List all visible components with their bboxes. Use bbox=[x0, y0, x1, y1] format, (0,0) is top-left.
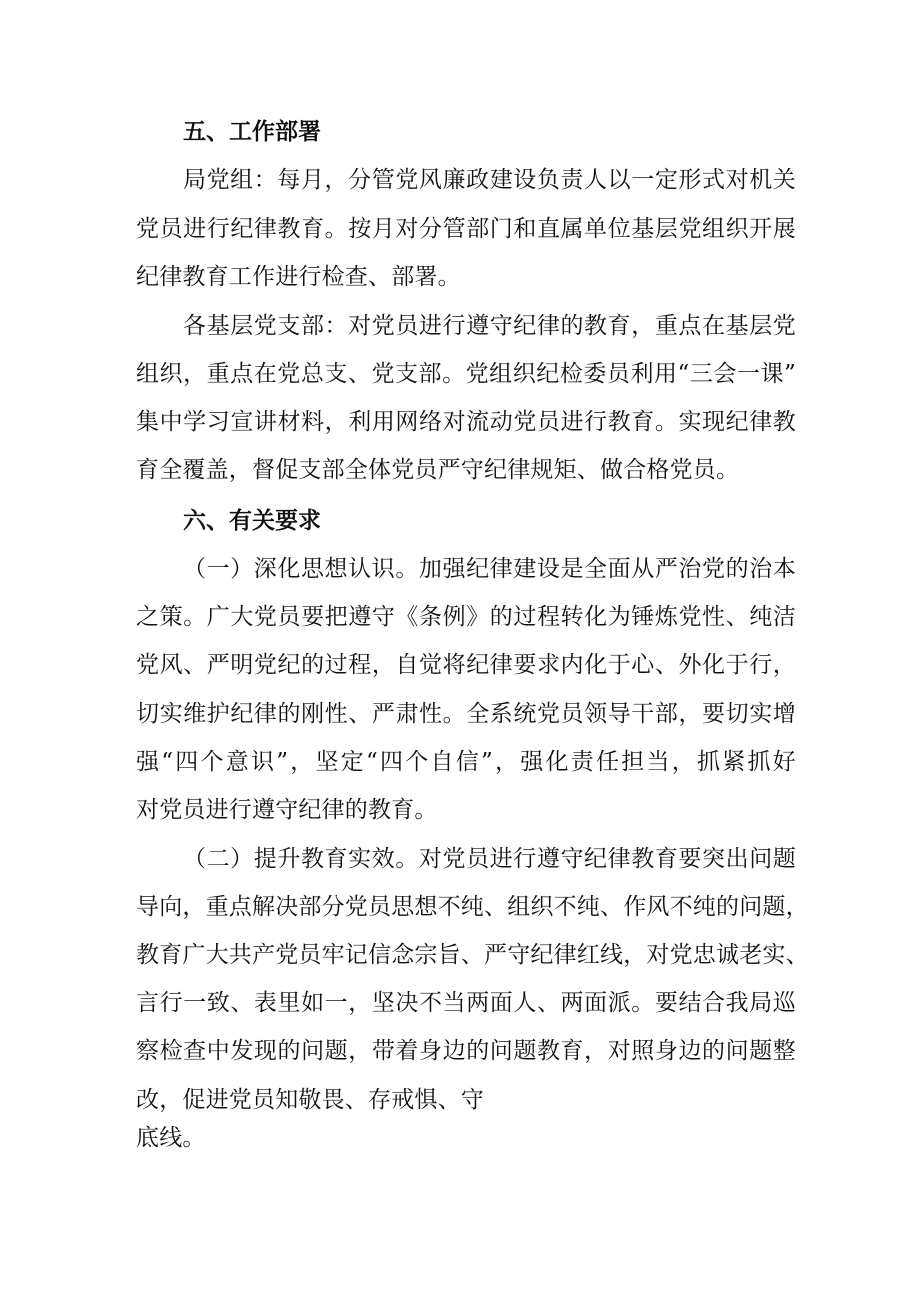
paragraph-line: 切实维护纪律的刚性、严肃性。全系统党员领导干部，要切实增 bbox=[136, 701, 796, 727]
paragraph-line: 导向，重点解决部分党员思想不纯、组织不纯、作风不纯的问题， bbox=[136, 894, 809, 920]
paragraph-line: 对党员进行遵守纪律的教育。 bbox=[136, 797, 438, 823]
paragraph-line: 教育广大共产党员牢记信念宗旨、严守纪律红线，对党忠诚老实、 bbox=[136, 942, 809, 968]
paragraph-line: 强“四个意识”，坚定“四个自信”，强化责任担当，抓紧抓好 bbox=[136, 749, 796, 775]
paragraph-line: 育全覆盖，督促支部全体党员严守纪律规矩、做合格党员。 bbox=[136, 457, 740, 483]
paragraph-line: 改，促进党员知敬畏、存戒惧、守 bbox=[136, 1087, 484, 1113]
paragraph-line: 言行一致、表里如一，坚决不当两面人、两面派。要结合我局巡 bbox=[136, 990, 796, 1016]
section-heading-6: 六、有关要求 bbox=[183, 508, 321, 534]
paragraph-line: 之策。广大党员要把遵守《条例》的过程转化为锤炼党性、纯洁 bbox=[136, 604, 796, 630]
paragraph-line: 党风、严明党纪的过程，自觉将纪律要求内化于心、外化于行， bbox=[136, 652, 796, 678]
paragraph-line: 局党组：每月，分管党风廉政建设负责人以一定形式对机关 bbox=[183, 167, 796, 193]
paragraph-line: 察检查中发现的问题，带着身边的问题教育，对照身边的问题整 bbox=[136, 1038, 796, 1064]
paragraph-line: 组织，重点在党总支、党支部。党组织纪检委员利用“三会一课” bbox=[136, 361, 796, 387]
paragraph-line: 各基层党支部：对党员进行遵守纪律的教育，重点在基层党 bbox=[183, 313, 796, 339]
paragraph-line: 底线。 bbox=[136, 1125, 206, 1151]
paragraph-line: 纪律教育工作进行检查、部署。 bbox=[136, 264, 461, 290]
paragraph-line: 集中学习宣讲材料，利用网络对流动党员进行教育。实现纪律教 bbox=[136, 409, 796, 435]
paragraph-line: （一）深化思想认识。加强纪律建设是全面从严治党的治本 bbox=[183, 556, 796, 582]
section-heading-5: 五、工作部署 bbox=[183, 119, 321, 145]
paragraph-line: 党员进行纪律教育。按月对分管部门和直属单位基层党组织开展 bbox=[136, 216, 796, 242]
paragraph-line: （二）提升教育实效。对党员进行遵守纪律教育要突出问题 bbox=[183, 846, 796, 872]
